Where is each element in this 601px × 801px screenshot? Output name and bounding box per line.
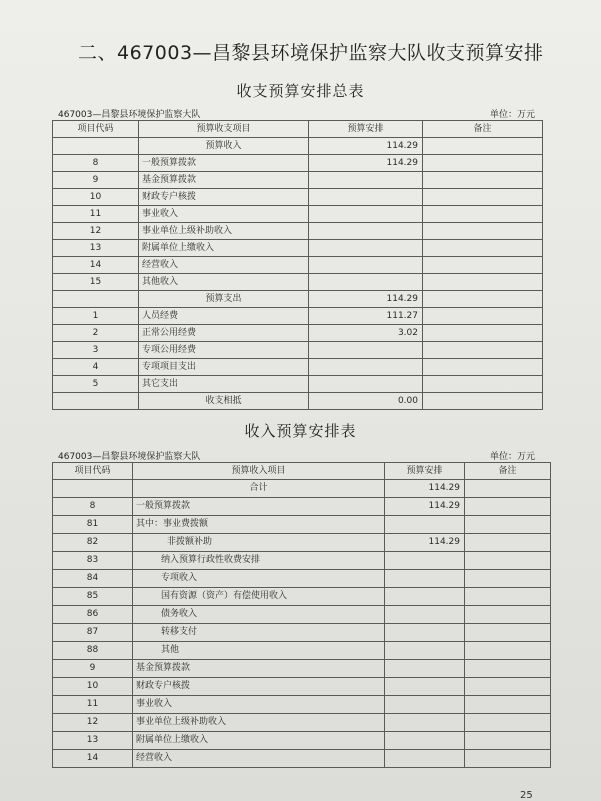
row-note — [423, 189, 543, 206]
table-row — [53, 732, 551, 750]
row-amount — [309, 376, 423, 393]
row-code: 1 — [53, 308, 139, 325]
row-note — [465, 696, 551, 714]
row-note — [423, 325, 543, 342]
row-note — [423, 155, 543, 172]
row-amount — [309, 206, 423, 223]
row-code: 81 — [53, 516, 133, 534]
header-amount: 预算安排 — [309, 121, 423, 138]
row-code: 5 — [53, 376, 139, 393]
table-row — [53, 642, 551, 660]
header-note: 备注 — [465, 463, 551, 480]
row-code: 85 — [53, 588, 133, 606]
row-item: 一般预算拨款 — [133, 498, 385, 516]
row-code: 4 — [53, 359, 139, 376]
row-note — [465, 516, 551, 534]
table-row — [53, 570, 551, 588]
row-item: 人员经费 — [139, 308, 309, 325]
row-amount — [309, 240, 423, 257]
header-item: 预算收支项目 — [139, 121, 309, 138]
row-note — [465, 732, 551, 750]
header-amount: 预算安排 — [385, 463, 465, 480]
row-code: 9 — [53, 172, 139, 189]
row-note — [465, 588, 551, 606]
row-note — [465, 534, 551, 552]
row-amount — [385, 570, 465, 588]
row-code: 8 — [53, 155, 139, 172]
row-item: 专项收入 — [133, 570, 385, 588]
row-code — [53, 291, 139, 308]
table-row — [53, 498, 551, 516]
row-code: 9 — [53, 660, 133, 678]
row-note — [423, 138, 543, 155]
table-row — [53, 274, 543, 291]
row-amount — [309, 223, 423, 240]
row-note — [423, 308, 543, 325]
row-item: 财政专户核拨 — [139, 189, 309, 206]
table-row — [53, 534, 551, 552]
row-amount: 111.27 — [309, 308, 423, 325]
income-unit-label: 单位：万元 — [490, 452, 536, 462]
row-item: 其中：事业费拨额 — [133, 516, 385, 534]
row-amount — [309, 274, 423, 291]
row-code: 10 — [53, 678, 133, 696]
row-amount — [385, 624, 465, 642]
row-note — [423, 240, 543, 257]
row-note — [465, 498, 551, 516]
row-amount — [309, 342, 423, 359]
table-row — [53, 678, 551, 696]
table-row — [53, 359, 543, 376]
row-code: 11 — [53, 206, 139, 223]
summary-org-name: 467003—昌黎县环境保护监察大队 — [58, 110, 201, 120]
row-item: 合计 — [133, 480, 385, 498]
row-code: 82 — [53, 534, 133, 552]
row-item: 事业单位上级补助收入 — [139, 223, 309, 240]
row-code: 13 — [53, 240, 139, 257]
table-row — [53, 138, 543, 155]
row-note — [423, 206, 543, 223]
header-item: 预算收入项目 — [133, 463, 385, 480]
row-item: 非拨额补助 — [133, 534, 385, 552]
table-row — [53, 714, 551, 732]
row-note — [465, 714, 551, 732]
table-row — [53, 750, 551, 768]
row-code: 15 — [53, 274, 139, 291]
row-item: 基金预算拨款 — [139, 172, 309, 189]
table-row — [53, 624, 551, 642]
table-row — [53, 240, 543, 257]
table-row — [53, 393, 543, 410]
table-row — [53, 206, 543, 223]
table-row — [53, 696, 551, 714]
table-row — [53, 308, 543, 325]
row-note — [465, 660, 551, 678]
row-amount — [385, 642, 465, 660]
row-item: 预算支出 — [139, 291, 309, 308]
table-row — [53, 155, 543, 172]
row-code: 13 — [53, 732, 133, 750]
row-amount — [385, 588, 465, 606]
summary-table-title: 收支预算安排总表 — [236, 82, 365, 100]
row-note — [423, 359, 543, 376]
row-amount: 114.29 — [385, 480, 465, 498]
row-code: 88 — [53, 642, 133, 660]
row-item: 经营收入 — [133, 750, 385, 768]
row-code: 12 — [53, 714, 133, 732]
row-amount: 3.02 — [309, 325, 423, 342]
row-note — [423, 291, 543, 308]
row-item: 其他 — [133, 642, 385, 660]
row-item: 附属单位上缴收入 — [133, 732, 385, 750]
row-item: 财政专户核拨 — [133, 678, 385, 696]
row-note — [423, 274, 543, 291]
row-code: 12 — [53, 223, 139, 240]
row-item: 专项项目支出 — [139, 359, 309, 376]
row-code: 14 — [53, 750, 133, 768]
row-note — [465, 678, 551, 696]
row-amount — [385, 606, 465, 624]
row-note — [465, 624, 551, 642]
summary-unit-label: 单位：万元 — [490, 110, 536, 120]
row-item: 一般预算拨款 — [139, 155, 309, 172]
table-row — [53, 291, 543, 308]
summary-header-row — [53, 121, 543, 138]
header-code: 项目代码 — [53, 121, 139, 138]
page-number: 25 — [520, 790, 533, 801]
row-amount — [385, 714, 465, 732]
row-amount — [309, 172, 423, 189]
table-row — [53, 606, 551, 624]
row-amount: 114.29 — [309, 155, 423, 172]
row-note — [423, 376, 543, 393]
row-amount — [309, 257, 423, 274]
table-row — [53, 257, 543, 274]
row-amount — [385, 750, 465, 768]
income-org-name: 467003—昌黎县环境保护监察大队 — [58, 452, 201, 462]
row-code — [53, 138, 139, 155]
row-item: 附属单位上缴收入 — [139, 240, 309, 257]
row-code — [53, 393, 139, 410]
table-row — [53, 588, 551, 606]
row-amount — [309, 189, 423, 206]
row-code — [53, 480, 133, 498]
row-item: 债务收入 — [133, 606, 385, 624]
table-row — [53, 480, 551, 498]
row-code: 11 — [53, 696, 133, 714]
section-heading: 二、467003—昌黎县环境保护监察大队收支预算安排 — [78, 42, 544, 64]
summary-table — [52, 120, 543, 410]
row-item: 专项公用经费 — [139, 342, 309, 359]
table-row — [53, 342, 543, 359]
row-note — [465, 570, 551, 588]
row-note — [423, 172, 543, 189]
row-code: 8 — [53, 498, 133, 516]
row-amount — [385, 678, 465, 696]
row-code: 84 — [53, 570, 133, 588]
row-item: 预算收入 — [139, 138, 309, 155]
row-item: 纳入预算行政性收费安排 — [133, 552, 385, 570]
row-note — [423, 223, 543, 240]
income-header-row — [53, 463, 551, 480]
row-item: 收支相抵 — [139, 393, 309, 410]
row-code: 14 — [53, 257, 139, 274]
row-item: 事业收入 — [133, 696, 385, 714]
row-code: 10 — [53, 189, 139, 206]
row-note — [423, 257, 543, 274]
row-item: 正常公用经费 — [139, 325, 309, 342]
row-code: 83 — [53, 552, 133, 570]
row-amount: 114.29 — [385, 498, 465, 516]
table-row — [53, 660, 551, 678]
row-item: 事业单位上级补助收入 — [133, 714, 385, 732]
row-amount — [385, 552, 465, 570]
table-row — [53, 172, 543, 189]
row-note — [465, 642, 551, 660]
header-note: 备注 — [423, 121, 543, 138]
row-amount — [385, 660, 465, 678]
table-row — [53, 189, 543, 206]
row-note — [465, 606, 551, 624]
income-table-title: 收入预算安排表 — [244, 422, 357, 440]
row-item: 国有资源（资产）有偿使用收入 — [133, 588, 385, 606]
row-amount — [385, 696, 465, 714]
row-item: 转移支付 — [133, 624, 385, 642]
row-note — [465, 750, 551, 768]
row-note — [465, 480, 551, 498]
row-item: 经营收入 — [139, 257, 309, 274]
table-row — [53, 376, 543, 393]
row-code: 87 — [53, 624, 133, 642]
row-note — [423, 393, 543, 410]
header-code: 项目代码 — [53, 463, 133, 480]
row-amount — [385, 732, 465, 750]
row-amount: 0.00 — [309, 393, 423, 410]
row-code: 3 — [53, 342, 139, 359]
row-item: 其他收入 — [139, 274, 309, 291]
row-item: 基金预算拨款 — [133, 660, 385, 678]
table-row — [53, 325, 543, 342]
row-note — [465, 552, 551, 570]
row-item: 其它支出 — [139, 376, 309, 393]
row-code: 2 — [53, 325, 139, 342]
row-amount: 114.29 — [309, 138, 423, 155]
row-amount — [309, 359, 423, 376]
table-row — [53, 223, 543, 240]
row-item: 事业收入 — [139, 206, 309, 223]
row-amount — [385, 516, 465, 534]
row-code: 86 — [53, 606, 133, 624]
row-amount: 114.29 — [385, 534, 465, 552]
table-row — [53, 552, 551, 570]
row-note — [423, 342, 543, 359]
table-row — [53, 516, 551, 534]
row-amount: 114.29 — [309, 291, 423, 308]
income-table — [52, 462, 551, 768]
